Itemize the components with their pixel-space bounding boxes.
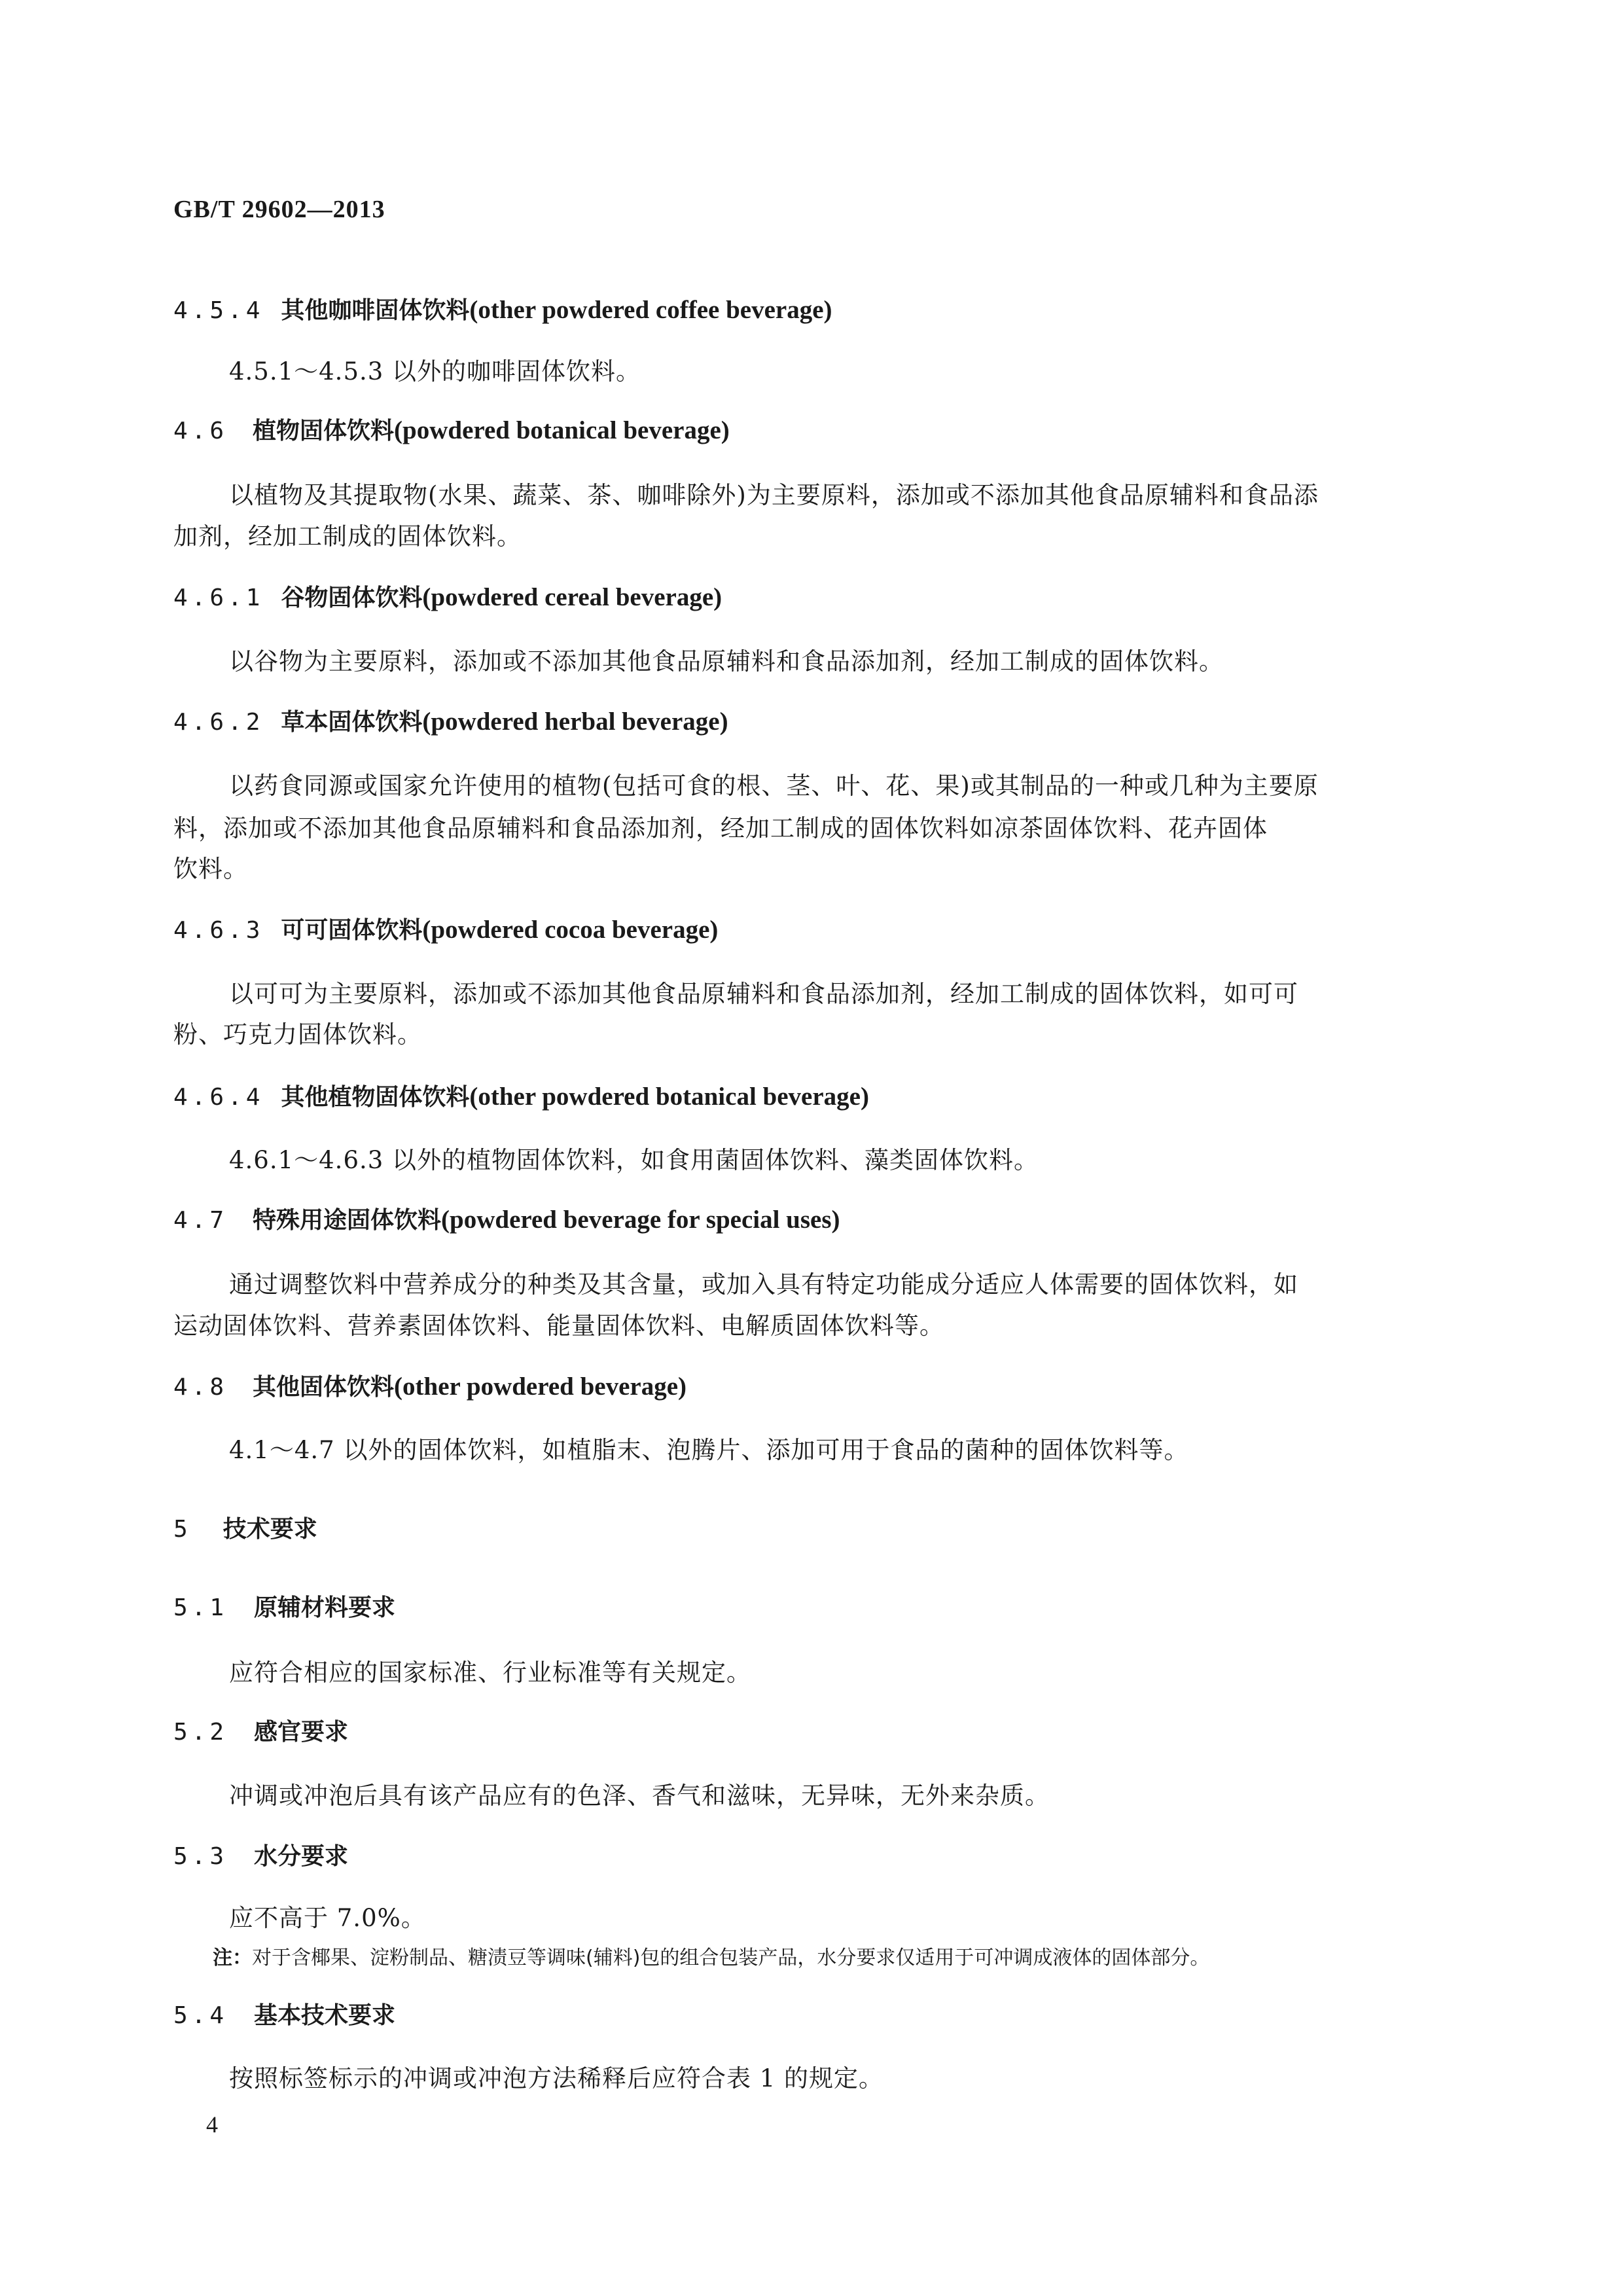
section-heading-4-8 <box>173 1370 687 1405</box>
section-english-title: (powdered herbal beverage) <box>422 708 728 736</box>
page-number: 4 <box>206 2111 218 2138</box>
paragraph-line: 通过调整饮料中营养成分的种类及其含量，或加入具有特定功能成分适应人体需要的固体饮料，如 <box>229 1270 1298 1299</box>
section-heading-5-4 <box>173 1998 395 2033</box>
section-title: 谷物固体饮料 <box>281 584 423 611</box>
section-english-title: (powdered beverage for special uses) <box>441 1206 840 1234</box>
section-title: 其他固体饮料 <box>253 1374 395 1401</box>
note-text: 对于含椰果、淀粉制品、糖渍豆等调味(辅料)包的组合包装产品，水分要求仅适用于可冲调成液体的固体部分。 <box>252 1946 1210 1969</box>
paragraph-line: 4.5.1～4.5.3 以外的咖啡固体饮料。 <box>229 357 641 386</box>
paragraph-line: 以植物及其提取物(水果、蔬菜、茶、咖啡除外)为主要原料，添加或不添加其他食品原辅料和食品添 <box>229 481 1319 509</box>
section-number: 5.3 <box>173 1843 228 1870</box>
paragraph-line: 料，添加或不添加其他食品原辅料和食品添加剂，经加工制成的固体饮料如凉茶固体饮料、花卉固体 <box>173 814 1268 842</box>
section-title: 其他咖啡固体饮料 <box>281 297 470 324</box>
paragraph-line: 以可可为主要原料，添加或不添加其他食品原辅料和食品添加剂，经加工制成的固体饮料，如可可 <box>229 980 1298 1008</box>
paragraph-line: 饮料。 <box>173 855 248 883</box>
paragraph-line: 4.6.1～4.6.3 以外的植物固体饮料，如食用菌固体饮料、藻类固体饮料。 <box>229 1146 1039 1174</box>
paragraph-line: 应不高于 7.0%。 <box>229 1904 426 1932</box>
section-title: 特殊用途固体饮料 <box>253 1207 442 1234</box>
section-title: 水分要求 <box>254 1843 349 1870</box>
section-heading-5-3 <box>173 1839 348 1874</box>
section-number: 5.2 <box>173 1719 228 1746</box>
section-title: 其他植物固体饮料 <box>281 1084 470 1111</box>
standard-code-header: GB/T 29602—2013 <box>173 196 385 223</box>
section-heading-4-6 <box>173 414 730 448</box>
section-number: 4.6.4 <box>173 1084 264 1111</box>
paragraph-line: 运动固体饮料、营养素固体饮料、能量固体饮料、电解质固体饮料等。 <box>173 1312 944 1340</box>
section-title: 感官要求 <box>254 1719 349 1746</box>
section-heading-4-6-2 <box>173 705 728 740</box>
note-label: 注： <box>213 1946 252 1969</box>
section-title: 植物固体饮料 <box>253 418 395 444</box>
section-number: 5.4 <box>173 2002 228 2029</box>
section-heading-4-6-3 <box>173 913 718 948</box>
section-english-title: (powdered botanical beverage) <box>394 416 730 444</box>
section-number: 5 <box>173 1516 192 1543</box>
paragraph-line: 应符合相应的国家标准、行业标准等有关规定。 <box>229 1659 751 1687</box>
section-number: 5.1 <box>173 1594 228 1621</box>
section-number: 4.6.2 <box>173 709 264 736</box>
section-heading-5-2 <box>173 1715 348 1749</box>
section-number: 4.5.4 <box>173 297 264 324</box>
section-number: 4.6.1 <box>173 584 264 611</box>
section-heading-4-6-4 <box>173 1080 869 1115</box>
paragraph-line: 以药食同源或国家允许使用的植物(包括可食的根、茎、叶、花、果)或其制品的一种或几种为主要原 <box>229 772 1319 800</box>
paragraph-line: 加剂，经加工制成的固体饮料。 <box>173 522 522 550</box>
section-heading-4-7 <box>173 1203 840 1238</box>
section-heading-4-6-1 <box>173 581 722 615</box>
section-english-title: (powdered cocoa beverage) <box>422 916 719 944</box>
section-number: 4.6.3 <box>173 917 264 944</box>
paragraph-line: 冲调或冲泡后具有该产品应有的色泽、香气和滋味，无异味，无外来杂质。 <box>229 1782 1050 1810</box>
section-heading-4-5-4 <box>173 293 832 328</box>
section-english-title: (other powdered beverage) <box>394 1372 687 1401</box>
section-english-title: (other powdered coffee beverage) <box>469 296 832 324</box>
section-title: 基本技术要求 <box>254 2002 396 2029</box>
section-title: 草本固体饮料 <box>281 709 423 736</box>
section-number: 4.8 <box>173 1374 228 1401</box>
section-title: 技术要求 <box>223 1516 317 1543</box>
section-heading-5 <box>173 1512 317 1547</box>
paragraph-line: 以谷物为主要原料，添加或不添加其他食品原辅料和食品添加剂，经加工制成的固体饮料。 <box>229 647 1224 675</box>
section-title: 可可固体饮料 <box>281 917 423 944</box>
paragraph-line: 粉、巧克力固体饮料。 <box>173 1020 422 1049</box>
section-english-title: (powdered cereal beverage) <box>422 583 722 611</box>
paragraph-line: 按照标签标示的冲调或冲泡方法稀释后应符合表 1 的规定。 <box>229 2064 884 2092</box>
note-line <box>213 1941 1209 1975</box>
paragraph-line: 4.1～4.7 以外的固体饮料，如植脂末、泡腾片、添加可用于食品的菌种的固体饮料等。 <box>229 1436 1189 1464</box>
section-title: 原辅材料要求 <box>254 1594 396 1621</box>
section-english-title: (other powdered botanical beverage) <box>469 1083 869 1111</box>
section-number: 4.6 <box>173 418 228 444</box>
section-number: 4.7 <box>173 1207 228 1234</box>
section-heading-5-1 <box>173 1590 395 1625</box>
